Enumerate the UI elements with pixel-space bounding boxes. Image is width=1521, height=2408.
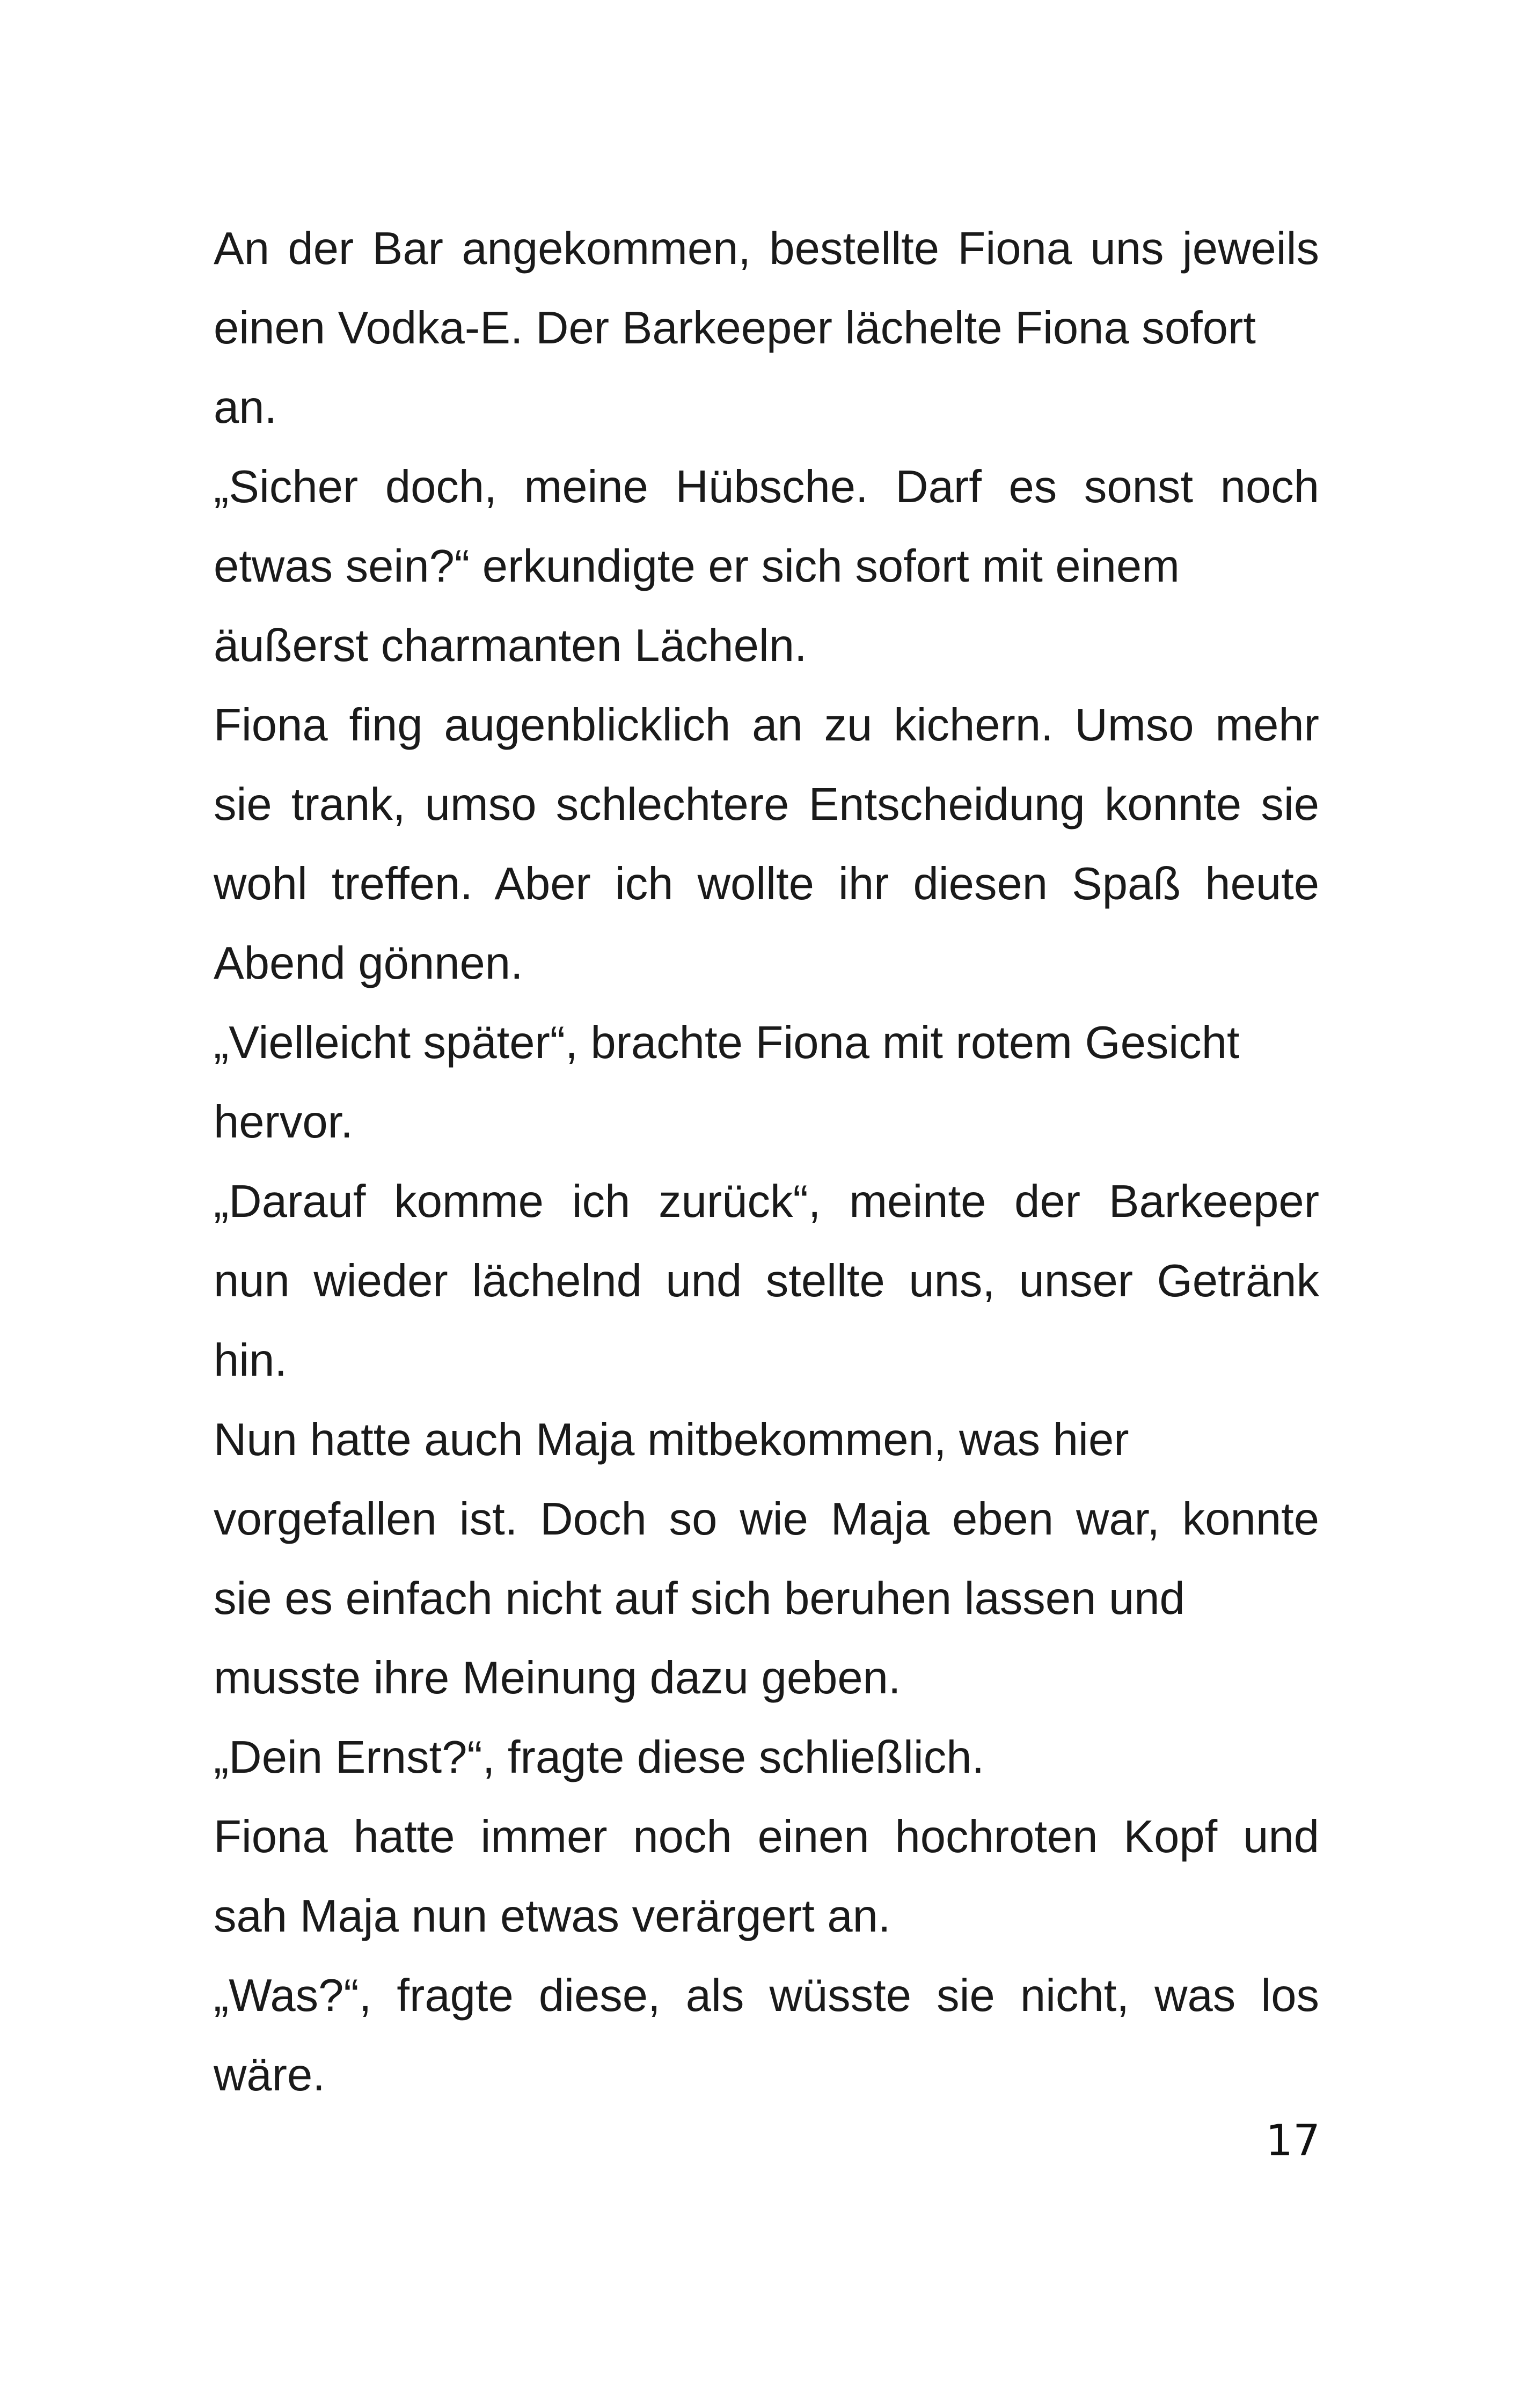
text-line: wohl treffen. Aber ich wollte ihr diesen Spaß heute — [214, 858, 1319, 909]
text-line: „Was?“, fragte diese, als wüsste sie nicht, was los — [214, 1970, 1319, 2021]
text-line: Fiona hatte immer noch einen hochroten Kopf und — [214, 1811, 1319, 1862]
text-line: „Sicher doch, meine Hübsche. Darf es sonst noch — [214, 461, 1319, 512]
text-line: musste ihre Meinung dazu geben. — [214, 1653, 901, 1704]
text-line: Abend gönnen. — [214, 938, 523, 989]
text-line: einen Vodka-E. Der Barkeeper lächelte Fiona sofort — [214, 303, 1256, 354]
text-line: etwas sein?“ erkundigte er sich sofort mit einem — [214, 541, 1180, 592]
text-line: Fiona fing augenblicklich an zu kichern. Umso mehr — [214, 700, 1319, 751]
text-line: An der Bar angekommen, bestellte Fiona uns jeweils — [214, 223, 1319, 274]
body-text — [214, 209, 1319, 2115]
text-line: „Darauf komme ich zurück“, meinte der Barkeeper — [214, 1176, 1319, 1227]
text-line: wäre. — [214, 2050, 325, 2101]
text-line: hin. — [214, 1335, 288, 1386]
text-line: hervor. — [214, 1097, 353, 1148]
text-line: an. — [214, 382, 277, 433]
text-line: sie trank, umso schlechtere Entscheidung konnte sie — [214, 779, 1319, 830]
text-line: nun wieder lächelnd und stellte uns, unser Getränk — [214, 1256, 1319, 1306]
text-line: „Vielleicht später“, brachte Fiona mit rotem Gesicht — [214, 1017, 1240, 1068]
text-line: sie es einfach nicht auf sich beruhen lassen und — [214, 1573, 1185, 1624]
page-number: 17 — [1266, 2116, 1320, 2165]
text-line: sah Maja nun etwas verärgert an. — [214, 1891, 891, 1942]
text-line: „Dein Ernst?“, fragte diese schließlich. — [214, 1732, 985, 1783]
text-line: äußerst charmanten Lächeln. — [214, 620, 807, 671]
text-line: Nun hatte auch Maja mitbekommen, was hier — [214, 1414, 1129, 1465]
text-line: vorgefallen ist. Doch so wie Maja eben war, konnte — [214, 1494, 1319, 1545]
